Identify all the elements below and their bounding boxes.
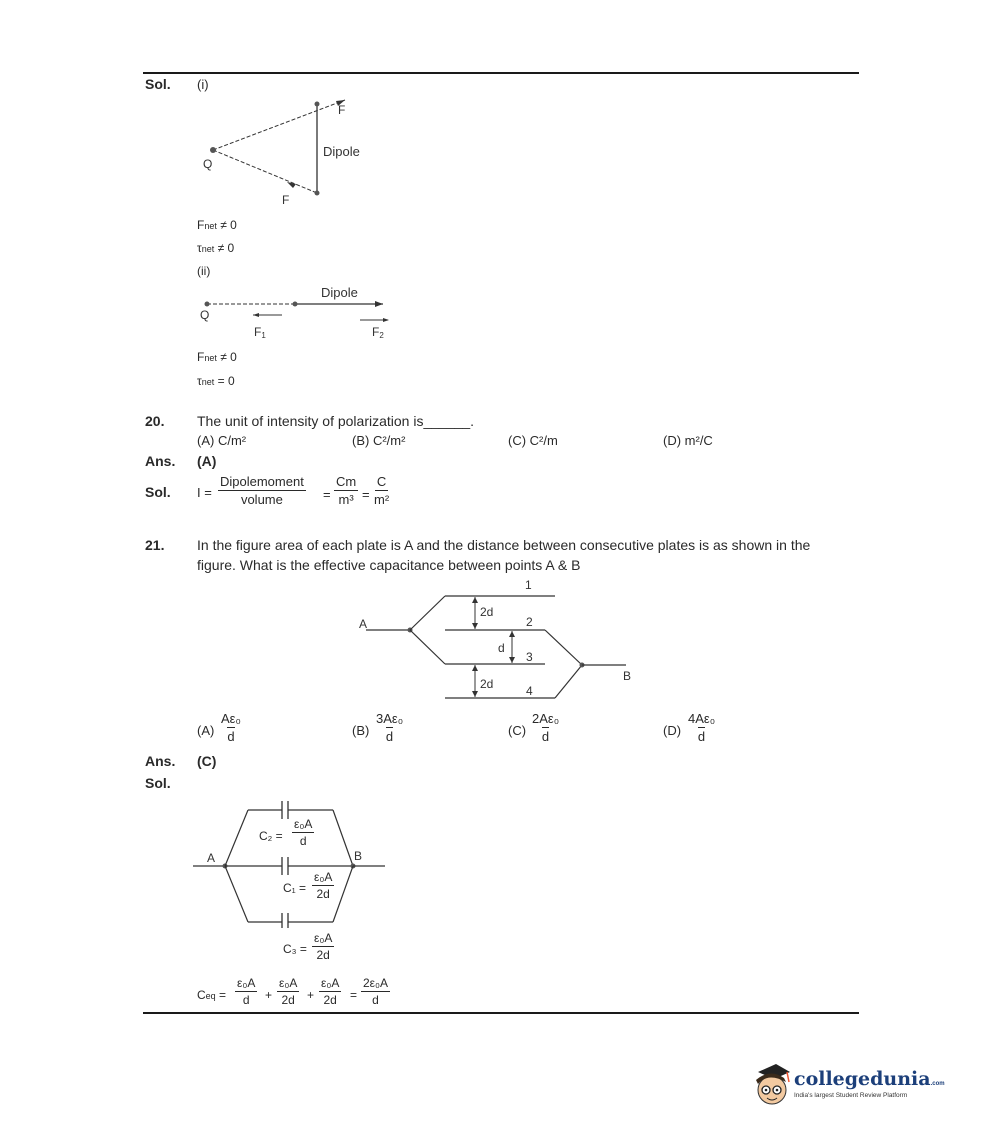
label-plate-1: 1 [525,578,532,592]
label-f-bottom: F [282,193,290,207]
tassel [787,1072,789,1082]
f2-arrowhead [383,318,389,322]
q20-option-b: (B) C²/m² [352,433,406,448]
q20-sol-label: Sol. [145,484,171,500]
c2-frac: $\frac{\text{ε₀A}}{d}$ [294,817,313,848]
wire [225,866,248,922]
ceq-term-1: $\frac{\text{ε₀A}}{d}$ [237,976,256,1007]
dashed-line-bottom [213,150,317,193]
dipole-line-figure [195,282,395,342]
gap-arrowhead [472,597,478,603]
label-b: B [354,849,363,863]
c3-label: C₃ = [283,942,307,956]
label-dipole: Dipole [323,144,360,159]
q20-eq-1: = [323,487,331,502]
q21-option-c-label: (C) [508,723,527,738]
q21-ans-label: Ans. [145,753,176,769]
label-plate-3: 3 [526,650,533,664]
taunet-ii: τnet = 0 [197,374,235,388]
ceq-equals: = [350,988,358,1002]
q21-answer: (C) [197,753,217,769]
label-q: Q [203,157,213,171]
sol-label: Sol. [145,76,171,92]
wire-plate-4-to-b [555,665,582,698]
plus-2: + [307,988,315,1002]
label-b: B [623,669,632,683]
q20-text: The unit of intensity of polarization is______. [197,413,475,429]
c2-label: C₂ = [259,829,283,843]
top-rule [143,72,859,74]
q21-option-b-frac: $\frac{\text{3Aε₀}}{d}$ [376,711,404,744]
dipole-end-top [315,102,320,107]
wire-a-to-plate-3 [410,630,445,664]
brand-name: collegedunia.com [794,1068,945,1090]
q21-option-d-label: (D) [663,723,682,738]
label-plate-4: 4 [526,684,533,698]
label-f1: F1 [254,325,266,340]
fnet-ii: Fnet ≠ 0 [197,350,237,364]
wire [333,810,353,866]
dipole-end-left [293,302,298,307]
taunet-i: τnet ≠ 0 [197,241,235,255]
q20-answer: (A) [197,453,217,469]
charge-q-point [210,147,216,153]
part-i-label: (i) [197,77,209,92]
mascot-icon [748,1060,792,1110]
label-f2: F2 [372,325,384,340]
q20-option-a: (A) C/m² [197,433,247,448]
dipole-triangle-figure [195,90,385,210]
gap-arrowhead [472,665,478,671]
q21-option-a-label: (A) [197,723,215,738]
charge-q-point [205,302,210,307]
label-f-top: F [338,103,346,117]
label-q: Q [200,308,210,322]
q20-lhs: I = [197,485,212,500]
label-a: A [359,617,368,631]
plate-capacitor-figure [350,574,650,702]
wire-plate-2-to-b [545,630,582,665]
q20-eq-2: = [362,487,370,502]
q20-option-d: (D) m²/C [663,433,713,448]
plus-1: + [265,988,273,1002]
pupil [765,1089,768,1092]
q20-option-c: (C) C²/m [508,433,558,448]
label-gap-2: d [498,641,505,655]
q20-frac-dipole-volume: Dipolemoment volume [220,474,304,507]
ceq-term-3: $\frac{\text{ε₀A}}{2d}$ [321,976,340,1007]
q21-option-d-frac: $\frac{\text{4Aε₀}}{d}$ [688,711,716,744]
q21-sol-label: Sol. [145,775,171,791]
gap-arrowhead [509,631,515,637]
label-gap-1: 2d [480,605,494,619]
dashed-line-top [213,100,345,150]
ceq-label: Ceq = [197,988,227,1002]
label-a: A [207,851,216,865]
f1-arrowhead [253,313,259,317]
fnet-i: Fnet ≠ 0 [197,218,237,232]
q20-ans-label: Ans. [145,453,176,469]
q21-text-line1: In the figure area of each plate is A and the distance between consecutive plates is as shown in the [197,537,811,553]
q20-frac-c-m2: $\frac{C}{\text{m²}}$ [374,474,390,507]
ceq-result: $\frac{\text{2ε₀A}}{d}$ [363,976,389,1007]
wire [225,810,248,866]
wire [333,866,353,922]
q21-number: 21. [145,537,165,553]
bottom-rule [143,1012,859,1014]
c1-label: C₁ = [283,881,307,895]
part-ii-label: (ii) [197,264,211,278]
gap-arrowhead [472,691,478,697]
wire-a-to-plate-1 [410,596,445,630]
label-gap-3: 2d [480,677,494,691]
q20-frac-cm-m3: $\frac{Cm}{\text{m³}}$ [336,474,357,507]
dipole-arrowhead [375,301,383,307]
q21-option-c-frac: $\frac{\text{2Aε₀}}{d}$ [532,711,560,744]
q21-option-b-label: (B) [352,723,370,738]
q21-option-a-frac: $\frac{\text{Aε₀}}{d}$ [221,711,241,744]
label-plate-2: 2 [526,615,533,629]
q21-text-line2: figure. What is the effective capacitance between points A & B [197,557,581,573]
ceq-term-2: $\frac{\text{ε₀A}}{2d}$ [279,976,298,1007]
brand-tagline: India's largest Student Review Platform [794,1092,908,1099]
c3-frac: $\frac{\text{ε₀A}}{2d}$ [314,931,333,962]
label-dipole: Dipole [321,285,358,300]
pupil [776,1089,779,1092]
dipole-end-bottom [315,191,320,196]
q20-number: 20. [145,413,165,429]
gap-arrowhead [472,623,478,629]
collegedunia-logo [748,1060,945,1110]
c1-frac: $\frac{\text{ε₀A}}{2d}$ [314,870,333,901]
gap-arrowhead [509,657,515,663]
